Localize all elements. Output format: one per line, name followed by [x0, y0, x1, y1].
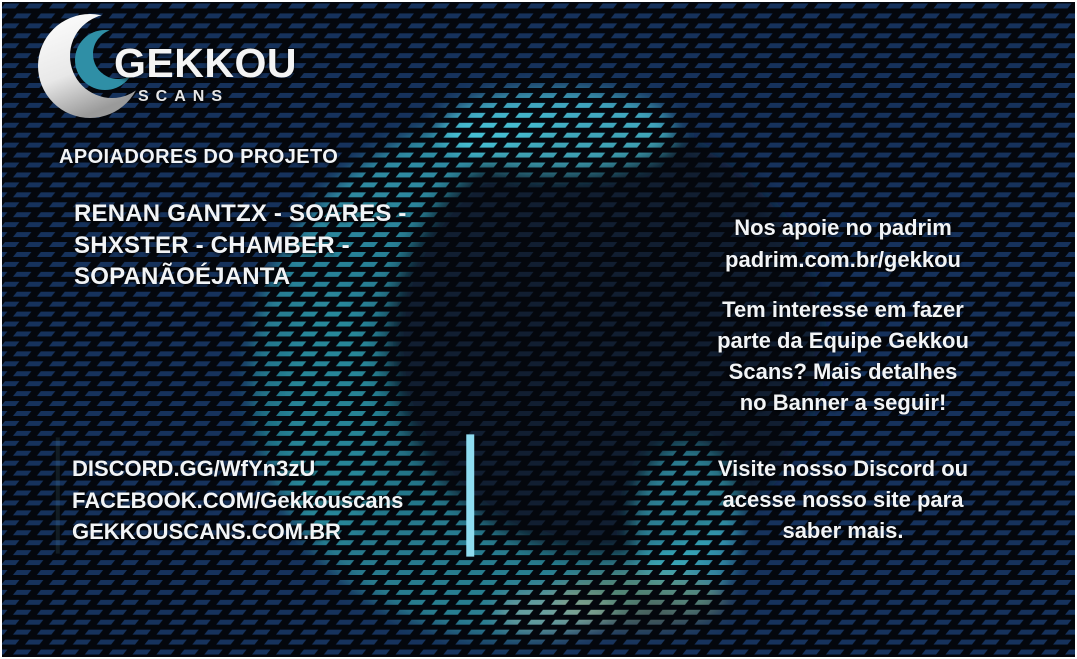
- padrim-line: Nos apoie no padrim: [734, 215, 952, 240]
- page-title: APOIADORES DO PROJETO: [59, 146, 339, 168]
- recruit-message: [647, 294, 1039, 418]
- links-list: [72, 453, 403, 548]
- padrim-url-text: padrim.com.br/gekkou: [725, 247, 961, 272]
- recruit-line: Scans? Mais detalhes: [728, 359, 958, 384]
- recruit-line: parte da Equipe Gekkou: [717, 328, 969, 353]
- website-link-text: GEKKOUSCANS.COM.BR: [72, 519, 341, 544]
- visit-line: acesse nosso site para: [722, 487, 964, 512]
- logo-subtitle: SCANS: [138, 88, 230, 105]
- logo-name: GEKKOU: [114, 40, 297, 86]
- supporter-line: RENAN GANTZX - SOARES -: [74, 200, 407, 227]
- padrim-message: [647, 212, 1039, 276]
- recruit-line: no Banner a seguir!: [739, 390, 947, 415]
- supporters-list: [74, 198, 407, 293]
- supporter-line: SHXSTER - CHAMBER -: [74, 231, 350, 259]
- visit-line: saber mais.: [782, 518, 904, 543]
- facebook-link-text: FACEBOOK.COM/Gekkouscans: [72, 487, 404, 513]
- gekkou-logo: [30, 4, 297, 129]
- supporter-line: SOPANÃOÉJANTA: [74, 263, 291, 290]
- visit-line: Visite nosso Discord ou: [717, 456, 969, 481]
- visit-message: [647, 453, 1039, 546]
- recruit-line: Tem interesse em fazer: [722, 297, 964, 322]
- discord-link-text: DISCORD.GG/WfYn3zU: [72, 456, 316, 481]
